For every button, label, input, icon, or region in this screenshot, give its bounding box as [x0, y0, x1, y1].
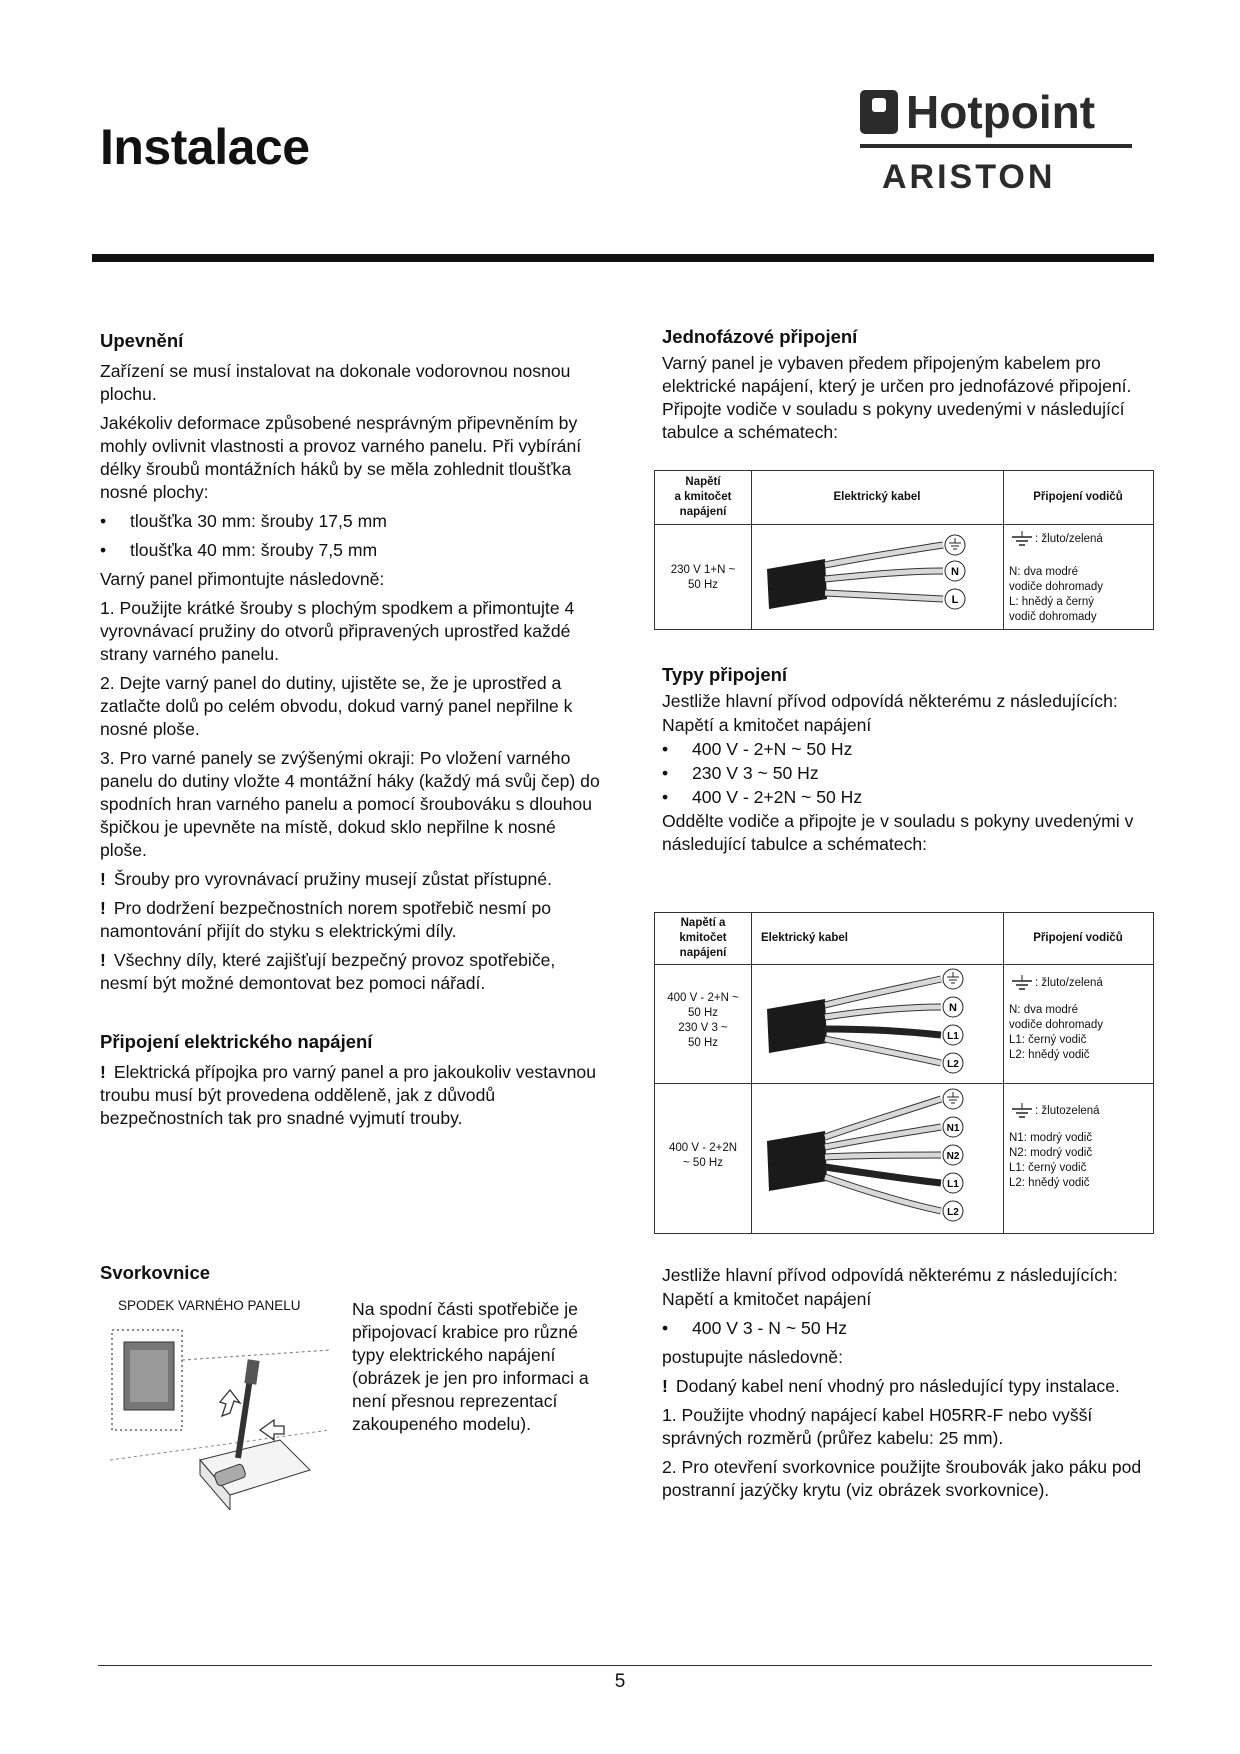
svg-text:L2: L2	[947, 1059, 959, 1070]
power-heading: Připojení elektrického napájení	[100, 1031, 373, 1052]
terminal-text: Na spodní části spotřebiče je připojovací krabice pro různé typy elektrického napájení (obrázek je jen pro informaci a není přesnou reprezentací zakoupeného modelu).	[352, 1299, 589, 1434]
svg-text:L: L	[951, 594, 959, 606]
warning-icon: !	[100, 898, 106, 918]
ground-icon	[1009, 975, 1035, 991]
l1-terminal-icon	[943, 1025, 963, 1045]
fixing-step-3: 3. Pro varné panely se zvýšenými okraji: Po vložení varného panelu do dutiny vložte 4 montážní háky (každý má svůj čep) do spodních hran varného panelu a pomocí šroubováku s dlouhou špičkou je upevněte na místě, dokud sklo nepřilne k nosné ploše.	[100, 748, 600, 860]
single-phase-table	[654, 470, 1154, 630]
fixing-heading: Upevnění	[100, 330, 184, 351]
fixing-warning-3: ! Všechny díly, které zajišťují bezpečný provoz spotřebiče, nesmí být možné demontovat bez pomoci nářadí.	[100, 950, 556, 993]
terminal-block-figure	[110, 1320, 340, 1510]
warning-icon: !	[100, 950, 106, 970]
table1-voltage: 230 V 1+N ~ 50 Hz	[670, 564, 736, 591]
ground-terminal-icon	[943, 1089, 963, 1109]
three-phase-p3: postupujte následovně:	[662, 1347, 843, 1367]
three-phase-bullet-1: • 400 V 3 - N ~ 50 Hz	[662, 1317, 1162, 1340]
table2-row2-connection-info: N1: modrý vodič N2: modrý vodič L1: černý vodič L2: hnědý vodič	[1009, 1132, 1093, 1189]
three-phase-p2: Napětí a kmitočet napájení	[662, 1289, 872, 1309]
ground-icon	[1009, 531, 1035, 547]
neutral-terminal-icon	[943, 997, 963, 1017]
types-p3: Oddělte vodiče a připojte je v souladu s pokyny uvedenými v následující tabulce a schématech:	[662, 811, 1134, 854]
page-title: Instalace	[100, 119, 310, 175]
table2-row2-cable-diagram	[765, 1085, 997, 1233]
fixing-warning-2: ! Pro dodržení bezpečnostních norem spotřebič nesmí po namontování přijít do styku s elektrickými díly.	[100, 898, 552, 941]
header-rule	[92, 254, 1154, 262]
ground-terminal-icon	[943, 969, 963, 989]
three-phase-p1: Jestliže hlavní přívod odpovídá některému z následujících:	[662, 1265, 1118, 1285]
footer-rule	[98, 1665, 1152, 1666]
table2-row2-ground-info: : žlutozelená	[1009, 1103, 1100, 1119]
hotpoint-ariston-logo	[856, 86, 1136, 206]
types-bullet-2: • 230 V 3 ~ 50 Hz	[662, 762, 1162, 785]
neutral-terminal-icon	[945, 561, 965, 581]
left-column	[100, 330, 600, 1136]
types-bullet-1: • 400 V - 2+N ~ 50 Hz	[662, 738, 1162, 761]
svg-text:N: N	[951, 566, 959, 578]
terminal-heading: Svorkovnice	[100, 1262, 211, 1283]
page-number: 5	[614, 1671, 626, 1692]
n2-terminal-icon	[943, 1145, 963, 1165]
table2-col-connection: Připojení vodičů	[1033, 932, 1123, 944]
three-phase-step-2: 2. Pro otevření svorkovnice použijte šroubovák jako páku pod postranní jazýčky krytu (viz obrázek svorkovnice).	[662, 1457, 1142, 1500]
power-warning: ! Elektrická přípojka pro varný panel a pro jakoukoliv vestavnou troubu musí být provedena odděleně, jak z důvodů bezpečnostních tak pro snadné vyjmutí trouby.	[100, 1062, 596, 1128]
svg-text:N1: N1	[946, 1123, 960, 1134]
three-phase-warning: ! Dodaný kabel není vhodný pro následující typy instalace.	[662, 1376, 1120, 1396]
svg-text:L2: L2	[947, 1207, 959, 1218]
fixing-p1: Zařízení se musí instalovat na dokonale vodorovnou nosnou plochu.	[100, 361, 571, 404]
logo-sub-text: ARISTON	[882, 158, 1056, 196]
logo-brand-text: Hotpoint	[906, 86, 1096, 138]
warning-icon: !	[100, 869, 106, 889]
table1-cable-diagram	[765, 529, 995, 627]
fixing-bullet-1: • tloušťka 30 mm: šrouby 17,5 mm	[100, 510, 600, 533]
table2-row1-voltage: 400 V - 2+N ~ 50 Hz 230 V 3 ~ 50 Hz	[667, 992, 739, 1049]
table2-row2-voltage: 400 V - 2+2N ~ 50 Hz	[668, 1142, 738, 1169]
table2-col-cable: Elektrický kabel	[761, 932, 848, 944]
three-phase-section	[662, 1264, 1162, 1508]
svg-text:L1: L1	[947, 1031, 959, 1042]
terminal-section	[100, 1262, 620, 1434]
fixing-p3: Varný panel přimontujte následovně:	[100, 569, 385, 589]
warning-icon: !	[662, 1376, 668, 1396]
single-phase-heading: Jednofázové připojení	[662, 326, 858, 347]
l2-terminal-icon	[943, 1201, 963, 1221]
svg-text:L1: L1	[947, 1179, 959, 1190]
l2-terminal-icon	[943, 1053, 963, 1073]
terminal-figure-label: SPODEK VARNÉHO PANELU	[118, 1298, 301, 1313]
table2-col-voltage: Napětí a kmitočet napájení	[679, 917, 727, 959]
l1-terminal-icon	[943, 1173, 963, 1193]
types-p2: Napětí a kmitočet napájení	[662, 715, 872, 735]
fixing-step-2: 2. Dejte varný panel do dutiny, ujistěte se, že je uprostřed a zatlačte dolů po celém obvodu, dokud varný panel nepřilne k nosné ploše.	[100, 673, 573, 739]
ground-icon	[1009, 1103, 1035, 1119]
table2-row1-ground-info: : žluto/zelená	[1009, 975, 1103, 991]
types-section	[662, 664, 1162, 862]
ground-terminal-icon	[945, 535, 965, 555]
fixing-step-1: 1. Použijte krátké šrouby s plochým spodkem a přimontujte 4 vyrovnávací pružiny do otvorů připravených uprostřed každé strany varného panelu.	[100, 598, 575, 664]
fixing-bullet-2: • tloušťka 40 mm: šrouby 7,5 mm	[100, 539, 600, 562]
n1-terminal-icon	[943, 1117, 963, 1137]
types-bullet-3: • 400 V - 2+2N ~ 50 Hz	[662, 786, 1162, 809]
three-phase-step-1: 1. Použijte vhodný napájecí kabel H05RR-F nebo vyšší správných rozměrů (průřez kabelu: 25 mm).	[662, 1405, 1093, 1448]
table2-row1-connection-info: N: dva modré vodiče dohromady L1: černý vodič L2: hnědý vodič	[1009, 1004, 1103, 1061]
table1-col-cable: Elektrický kabel	[833, 491, 921, 503]
svg-text:N: N	[949, 1002, 957, 1014]
table1-col-connection: Připojení vodičů	[1033, 491, 1123, 503]
svg-text:N2: N2	[946, 1151, 960, 1162]
table2-row1-cable-diagram	[765, 967, 997, 1081]
single-phase-text: Varný panel je vybaven předem připojeným kabelem pro elektrické napájení, který je určen pro jednofázové připojení. Připojte vodiče v souladu s pokyny uvedenými v následující tabulce a schématech:	[662, 353, 1132, 442]
types-p1: Jestliže hlavní přívod odpovídá některému z následujících:	[662, 691, 1118, 711]
types-heading: Typy připojení	[662, 664, 788, 685]
table1-ground-info: : žluto/zelená	[1009, 531, 1103, 547]
warning-icon: !	[100, 1062, 106, 1082]
multi-phase-table	[654, 912, 1154, 1234]
table1-connection-info: N: dva modré vodiče dohromady L: hnědý a černý vodič dohromady	[1009, 566, 1103, 623]
fixing-p2: Jakékoliv deformace způsobené nesprávným připevněním by mohly ovlivnit vlastnosti a provoz varného panelu. Při vybírání délky šroubů montážních háků by se měla zohlednit tloušťka nosné plochy:	[100, 413, 582, 502]
right-column	[662, 326, 1162, 450]
line-terminal-icon	[945, 589, 965, 609]
table1-col-voltage: Napětí a kmitočet napájení	[674, 476, 732, 518]
fixing-warning-1: ! Šrouby pro vyrovnávací pružiny musejí zůstat přístupné.	[100, 869, 552, 889]
